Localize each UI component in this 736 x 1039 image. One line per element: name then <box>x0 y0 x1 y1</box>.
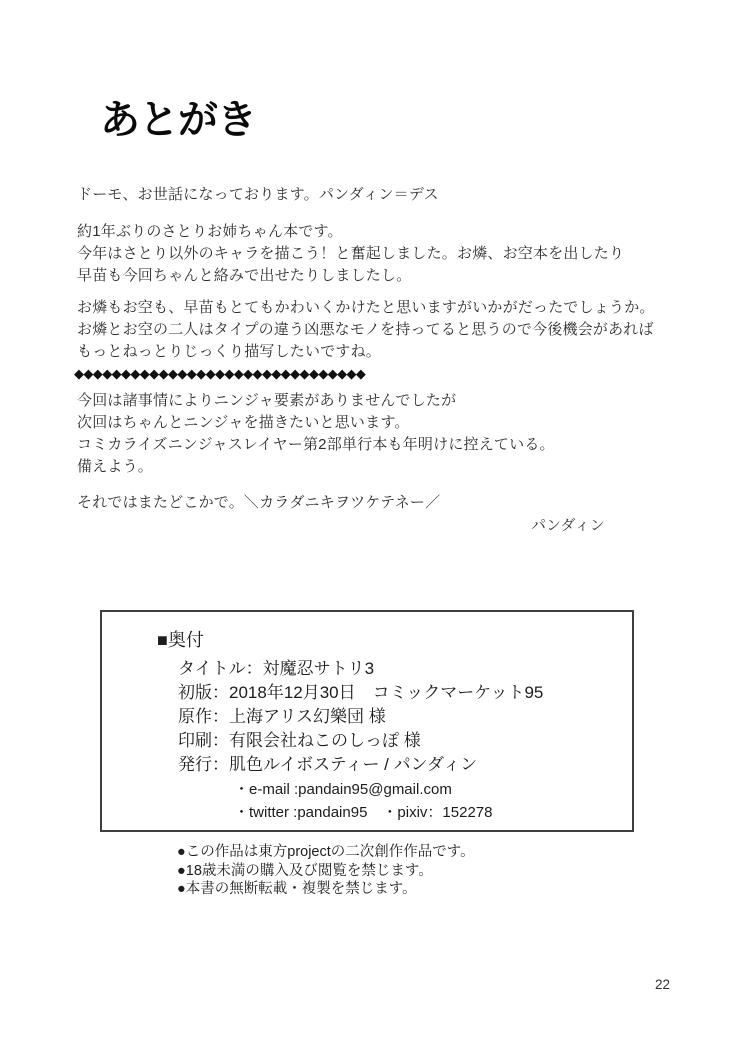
afterword-paragraph-line: 約1年ぶりのさとりお姉ちゃん本です。 <box>77 223 343 240</box>
colophon-row-original-work: 原作：上海アリス幻樂団 様 <box>178 707 386 726</box>
page-title: あとがき <box>100 97 256 142</box>
afterword-paragraph-line: 今年はさとり以外のキャラを描こう！と奮起しました。お燐、お空本を出したり <box>77 245 625 262</box>
afterword-paragraph-line: 備えよう。 <box>77 458 154 475</box>
colophon-row-first-edition: 初版：2018年12月30日 コミックマーケット95 <box>178 683 544 702</box>
afterword-paragraph-line: 今回は諸事情によりニンジャ要素がありませんでしたが <box>77 392 457 409</box>
colophon-row-printing: 印刷：有限会社ねこのしっぽ 様 <box>178 731 421 750</box>
colophon-contact-email: ・e-mail :pandain95@gmail.com <box>234 781 452 798</box>
notice-list <box>177 843 475 899</box>
colophon-row-title: タイトル：対魔忍サトリ3 <box>178 659 375 678</box>
page-number: 22 <box>655 977 671 992</box>
afterword-paragraph-line: コミカライズニンジャスレイヤー第2部単行本も年明けに控えている。 <box>77 436 555 453</box>
afterword-paragraph-line: 次回はちゃんとニンジャを描きたいと思います。 <box>77 414 410 431</box>
colophon-row-publisher: 発行：肌色ルイボスティー / パンダィン <box>178 755 478 774</box>
colophon-contact-twitter-pixiv: ・twitter :pandain95 ・pixiv：152278 <box>234 804 493 821</box>
afterword-paragraph-line: 早苗も今回ちゃんと絡みで出せたりしましたし。 <box>77 267 412 284</box>
afterword-paragraph-line: お燐もお空も、早苗もとてもかわいくかけたと思いますがいかがだったでしょうか。 <box>77 299 655 316</box>
closing-line: それではまたどこかで。＼カラダニキヲツケテネー／ <box>77 494 441 511</box>
colophon-header: ■奥付 <box>157 630 204 650</box>
author-signature: パンダィン <box>531 517 605 534</box>
afterword-paragraph-line: お燐とお空の二人はタイプの違う凶悪なモノを持ってると思うので今後機会があれば <box>77 321 654 338</box>
colophon-box <box>100 610 634 832</box>
diamond-divider: ◆◆◆◆◆◆◆◆◆◆◆◆◆◆◆◆◆◆◆◆◆◆◆◆◆◆◆◆◆◆◆ <box>74 366 366 381</box>
afterword-paragraph-line: もっとねっとりじっくり描写したいですね。 <box>77 343 382 360</box>
afterword-greeting: ドーモ、お世話になっております。パンダィン＝デス <box>77 186 439 203</box>
notice-derivative-work: ●この作品は東方projectの二次創作作品です。 <box>177 844 475 860</box>
afterword-paragraph-1 <box>77 221 624 287</box>
afterword-paragraph-2 <box>77 297 655 363</box>
notice-no-reproduction: ●本書の無断転載・複製を禁じます。 <box>177 881 417 897</box>
notice-age-restriction: ●18歳未満の購入及び閲覧を禁じます。 <box>177 862 433 879</box>
afterword-paragraph-3 <box>77 390 555 478</box>
